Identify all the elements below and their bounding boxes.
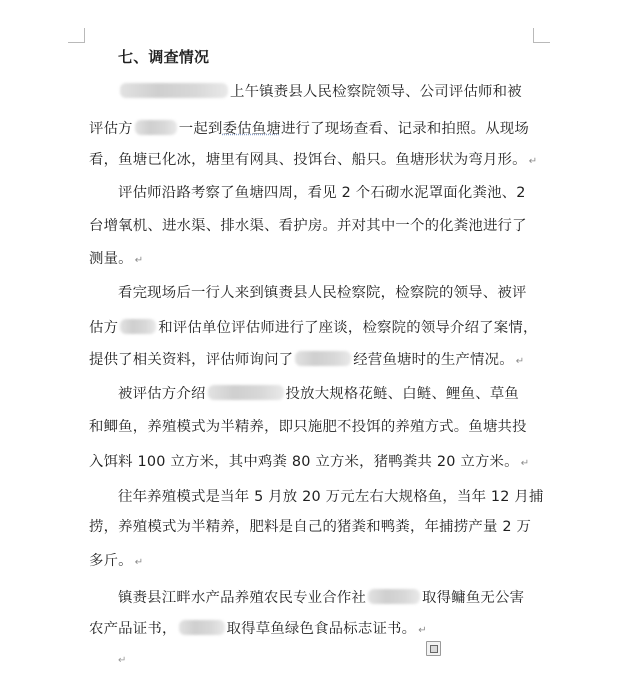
redacted-text: [135, 120, 177, 135]
paragraph-3-line-1: [118, 283, 527, 303]
text-run: 台增氧机、进水渠、排水渠、看护房。并对其中一个的化粪池进行了: [89, 218, 527, 234]
text-run: 进行了现场查看、记录和拍照。从现场: [280, 121, 529, 137]
text-run: 估方: [89, 320, 119, 336]
paragraph-4-line-2: [89, 417, 527, 437]
text-run: 被评估方介绍: [118, 386, 206, 402]
paragraph-mark: ↵: [118, 655, 127, 666]
crop-mark-top-left: [68, 28, 85, 43]
text-run: 取得鳙鱼无公害: [422, 590, 525, 606]
text-run: 捞，养殖模式为半精养，肥料是自己的猪粪和鸭粪，年捕捞产量 2 万: [89, 519, 532, 535]
redacted-text: [179, 620, 225, 635]
redacted-text: [120, 83, 228, 98]
paragraph-5-line-2: [89, 517, 531, 537]
text-run: 多斤。: [89, 553, 133, 569]
paragraph-mark: ↵: [528, 156, 538, 167]
paragraph-5-line-1: [118, 487, 544, 507]
heading-text: 七、调查情况: [118, 48, 210, 66]
redacted-text: [368, 589, 420, 604]
paragraph-1-line-1: [118, 82, 522, 102]
redacted-text: [295, 351, 351, 366]
text-run-underlined: 委估鱼塘: [222, 121, 281, 137]
section-heading: [118, 47, 209, 67]
paragraph-5-line-3: [89, 551, 143, 573]
paragraph-2-line-2: [89, 216, 527, 236]
redacted-text: [208, 385, 284, 400]
text-run: 看，鱼塘已化冰，塘里有网具、投饵台、船只。鱼塘形状为弯月形。: [89, 152, 527, 168]
text-run: 经营鱼塘时的生产情况。: [353, 352, 514, 368]
paragraph-4-line-1: [118, 384, 519, 404]
redacted-text: [120, 319, 156, 334]
paragraph-3-line-3: [89, 350, 524, 372]
paragraph-6-line-1: [118, 588, 524, 608]
paragraph-6-line-2: [89, 619, 427, 641]
paragraph-mark: ↵: [134, 255, 144, 266]
paste-options-icon[interactable]: [426, 641, 441, 656]
paragraph-1-line-3: [89, 150, 537, 172]
text-run: 和评估单位评估师进行了座谈，检察院的领导介绍了案情，: [158, 320, 538, 336]
text-run: 往年养殖模式是当年 5 月放 20 万元左右大规格鱼，当年 12 月捕: [118, 489, 544, 505]
paragraph-1-line-2: [89, 119, 529, 139]
text-run: 评估方: [89, 121, 133, 137]
paragraph-3-line-2: [89, 318, 538, 338]
text-run: 投放大规格花鲢、白鲢、鲤鱼、草鱼: [285, 386, 519, 402]
text-run: 镇赉县江畔水产品养殖农民专业合作社: [118, 590, 367, 606]
text-run: 入饵料 100 立方米，其中鸡粪 80 立方米，猪鸭粪共 20 立方米。: [89, 454, 519, 470]
paragraph-2-line-1: [118, 183, 526, 203]
paragraph-mark: ↵: [418, 625, 427, 636]
text-run: 一起到: [178, 121, 223, 137]
crop-mark-top-right: [533, 28, 550, 43]
paragraph-mark: ↵: [134, 557, 144, 568]
paragraph-4-line-3: [89, 452, 529, 474]
text-run: 看完现场后一行人来到镇赉县人民检察院，检察院的领导、被评: [118, 285, 527, 301]
text-run: 评估师沿路考察了鱼塘四周，看见 2 个石砌水泥罩面化粪池、2: [118, 185, 526, 201]
text-run: 测量。: [89, 251, 133, 267]
text-run: 农产品证书，: [89, 621, 177, 637]
paragraph-mark: ↵: [515, 356, 525, 367]
text-run: 取得草鱼绿色食品标志证书。: [226, 621, 417, 637]
text-run: 上午镇赉县人民检察院领导、公司评估师和被: [230, 84, 522, 100]
text-run: 提供了相关资料，评估师询问了: [89, 352, 294, 368]
text-run: 和鲫鱼，养殖模式为半精养，即只施肥不投饵的养殖方式。鱼塘共投: [89, 419, 527, 435]
paragraph-2-line-3: [89, 249, 143, 271]
paragraph-mark: ↵: [520, 458, 530, 469]
